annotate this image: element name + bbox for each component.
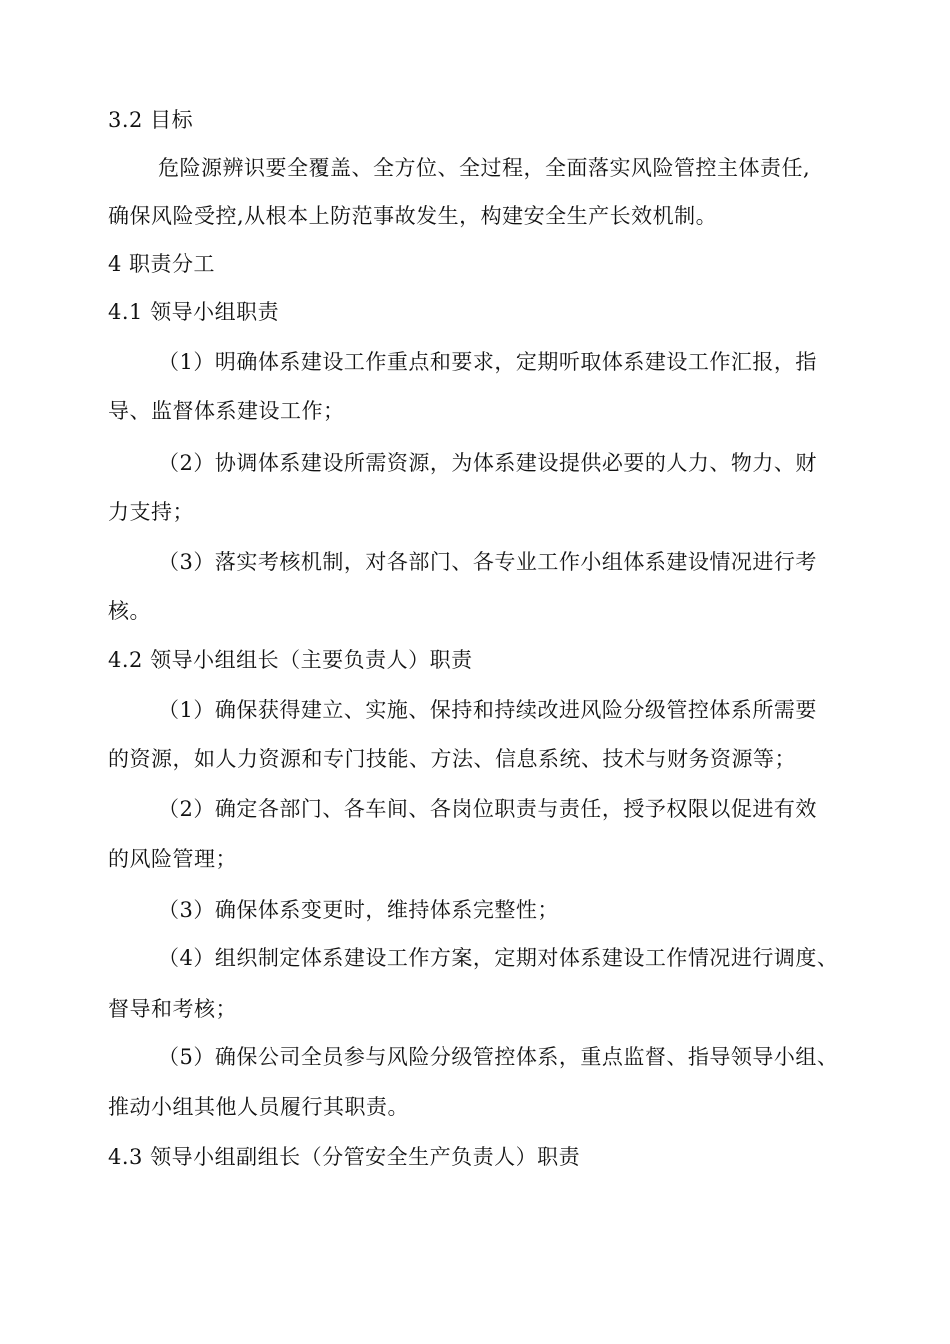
- list-item-line: （2）协调体系建设所需资源，为体系建设提供必要的人力、物力、财: [158, 451, 817, 475]
- list-item-line: （4）组织制定体系建设工作方案，定期对体系建设工作情况进行调度、: [158, 946, 839, 970]
- list-item-line: 力支持；: [108, 500, 194, 524]
- list-item-line: 督导和考核；: [108, 997, 237, 1021]
- section-heading-4-1: 4.1 领导小组职责: [108, 300, 280, 324]
- list-item-line: 核。: [108, 599, 151, 623]
- section-heading-4-2: 4.2 领导小组组长（主要负责人）职责: [108, 648, 473, 672]
- paragraph-line: 确保风险受控,从根本上防范事故发生，构建安全生产长效机制。: [108, 204, 718, 228]
- list-item-line: 推动小组其他人员履行其职责。: [108, 1095, 409, 1119]
- list-item-line: 的资源，如人力资源和专门技能、方法、信息系统、技术与财务资源等；: [108, 747, 796, 771]
- section-heading-4-3: 4.3 领导小组副组长（分管安全生产负责人）职责: [108, 1145, 581, 1169]
- paragraph-line: 危险源辨识要全覆盖、全方位、全过程，全面落实风险管控主体责任,: [158, 156, 811, 180]
- list-item-line: （3）落实考核机制，对各部门、各专业工作小组体系建设情况进行考: [158, 550, 817, 574]
- list-item-line: 的风险管理；: [108, 847, 237, 871]
- list-item-line: （1）明确体系建设工作重点和要求，定期听取体系建设工作汇报，指: [158, 350, 817, 374]
- list-item-line: （5）确保公司全员参与风险分级管控体系，重点监督、指导领导小组、: [158, 1045, 839, 1069]
- list-item-line: 导、监督体系建设工作；: [108, 399, 345, 423]
- list-item-line: （1）确保获得建立、实施、保持和持续改进风险分级管控体系所需要: [158, 698, 817, 722]
- list-item-line: （2）确定各部门、各车间、各岗位职责与责任，授予权限以促进有效: [158, 797, 817, 821]
- section-heading-3-2: 3.2 目标: [108, 108, 194, 132]
- section-heading-4: 4 职责分工: [108, 252, 216, 276]
- list-item-line: （3）确保体系变更时，维持体系完整性；: [158, 898, 559, 922]
